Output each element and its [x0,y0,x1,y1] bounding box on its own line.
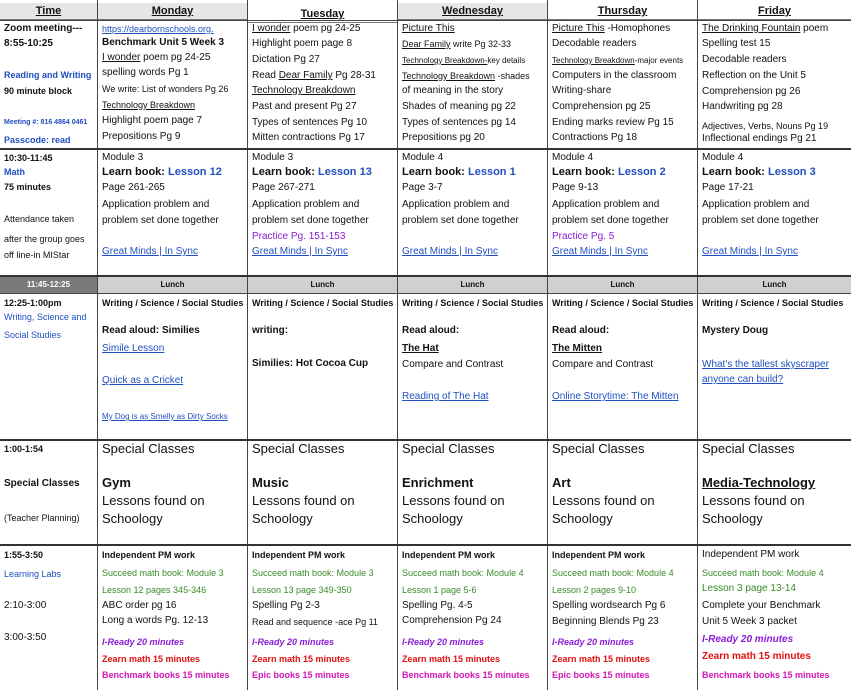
time-writing: 12:25-1:00pm [4,298,62,308]
time-cell-math [0,149,97,275]
thursday-lunch: Lunch [610,280,635,289]
monday-lessons: Lessons found on [102,493,205,508]
tuesday-contractions: Mitten contractions Pg 17 [252,132,365,143]
thursday-books: Epic books 15 minutes [552,670,650,680]
wednesday-compare: Compare and Contrast [402,359,504,370]
zoom-label: Zoom meeting--- [4,23,83,34]
thursday-app-1: Application problem and [552,199,660,210]
thursday-pm-head: Independent PM work [552,550,646,560]
thursday-schoology: Schoology [552,511,613,526]
thursday-reading [548,20,697,148]
tuesday-page: Page 267-271 [252,182,315,193]
monday-pm-head: Independent PM work [102,550,196,560]
monday-module: Module 3 [102,152,144,163]
tuesday-app-2: problem set done together [252,215,369,226]
wednesday-column [398,0,547,690]
header-friday: Friday [698,3,851,20]
wednesday-module: Module 4 [402,152,444,163]
planning-label: (Teacher Planning) [4,513,80,523]
tuesday-iready: I-Ready 20 minutes [252,637,335,647]
tuesday-pm [248,546,397,690]
block-label: 90 minute block [4,86,73,96]
header-time: Time [0,3,97,20]
monday-zearn: Zearn math 15 minutes [102,654,201,664]
monday-read-aloud: Read aloud: Similies [102,325,200,336]
special-label: Special Classes [4,478,80,489]
wednesday-shades: Shades of meaning pg 22 [402,101,516,112]
thursday-wordsearch: Spelling wordsearch Pg 6 [552,600,666,611]
monday-we-write: We write: List of wonders Pg 26 [102,84,229,94]
friday-skyscraper-link-2[interactable]: anyone can build? [702,374,784,385]
wednesday-app-1: Application problem and [402,199,510,210]
thursday-pm [548,546,697,690]
friday-inflectional: Inflectional endings Pg 21 [702,133,817,144]
thursday-great-minds-link[interactable]: Great Minds | In Sync [552,246,648,257]
thursday-wss-head: Writing / Science / Social Studies [552,298,694,308]
wednesday-prepositions: Prepositions pg 20 [402,132,485,143]
monday-highlight: Highlight poem page 7 [102,115,203,126]
math-minutes: 75 minutes [4,182,52,192]
monday-reading [98,20,247,148]
wednesday-sentences: Types of sentences pg 14 [402,117,516,128]
tuesday-dictation: Dictation Pg 27 [252,54,320,65]
friday-module: Module 4 [702,152,744,163]
friday-books: Benchmark books 15 minutes [702,670,830,680]
tuesday-special-name: Music [252,475,289,490]
tuesday-highlight: Highlight poem page 8 [252,38,353,49]
thursday-lesson-pages: Lesson 2 pages 9-10 [552,585,637,595]
monday-lunch: Lunch [160,280,185,289]
monday-tech-breakdown: Technology Breakdown [102,100,196,110]
monday-spelling: spelling words Pg 1 [102,67,189,78]
tuesday-module: Module 3 [252,152,294,163]
monday-school-link[interactable]: https://dearbornschools.org. [102,24,214,34]
wednesday-pm-head: Independent PM work [402,550,496,560]
tuesday-past-present: Past and present Pg 27 [252,101,357,112]
grid-line [0,148,851,150]
monday-abc: ABC order pg 16 [102,600,177,611]
tuesday-lesson-pages: Lesson 13 page 349-350 [252,585,352,595]
time-pm: 1:55-3:50 [4,550,44,560]
friday-lesson-pages: Lesson 3 page 13-14 [702,583,796,594]
learning-labs: Learning Labs [4,569,62,579]
tuesday-tech-breakdown: Technology Breakdown [252,85,356,96]
thursday-the-mitten: The Mitten [552,343,602,354]
wednesday-pm [398,546,547,690]
tuesday-pm-head: Independent PM work [252,550,346,560]
monday-pm [98,546,247,690]
header-wednesday: Wednesday [398,3,547,20]
friday-iready: I-Ready 20 minutes [702,634,794,645]
attendance-3: off line-in MIStar [4,250,70,260]
header-thursday: Thursday [548,3,697,20]
tuesday-reading [248,20,397,148]
tuesday-lunch-band [248,276,397,293]
wednesday-page: Page 3-7 [402,182,443,193]
thursday-practice: Practice Pg. 5 [552,231,615,242]
wednesday-lunch: Lunch [460,280,485,289]
friday-great-minds-link[interactable]: Great Minds | In Sync [702,246,798,257]
wednesday-iready: I-Ready 20 minutes [402,637,485,647]
grid-line [697,0,698,690]
thursday-zearn: Zearn math 15 minutes [552,654,651,664]
thursday-column [548,0,697,690]
grid-line [397,0,398,690]
wednesday-wss-head: Writing / Science / Social Studies [402,298,544,308]
monday-schoology: Schoology [102,511,163,526]
tuesday-lessons: Lessons found on [252,493,355,508]
time-pm-2: 2:10-3:00 [4,600,47,611]
friday-page: Page 17-21 [702,182,754,193]
tuesday-sentences: Types of sentences Pg 10 [252,117,368,128]
thursday-blends: Beginning Blends Pg 23 [552,616,659,627]
tuesday-schoology: Schoology [252,511,313,526]
tuesday-sequence: Read and sequence -ace Pg 11 [252,617,378,627]
thursday-learn: Learn book: Lesson 2 [552,166,666,178]
monday-math [98,149,247,275]
thursday-computers: Computers in the classroom [552,70,677,81]
grid-line [0,439,851,441]
monday-special [98,440,247,544]
friday-reading [698,20,851,148]
tuesday-practice: Practice Pg. 151-153 [252,231,346,242]
monday-great-minds-link[interactable]: Great Minds | In Sync [102,246,198,257]
wednesday-dear-family: Dear Family write Pg 32-33 [402,39,512,49]
wednesday-lesson-pages: Lesson 1 page 5-6 [402,585,477,595]
thursday-tech-events: Technology Breakdown-major events [552,56,684,65]
friday-lessons: Lessons found on [702,493,805,508]
wednesday-spelling: Spelling Pg. 4-5 [402,600,473,611]
tuesday-math [248,149,397,275]
friday-lunch: Lunch [762,280,787,289]
wednesday-picture-this: Picture This [402,23,455,34]
wednesday-the-hat: The Hat [402,343,439,354]
thursday-succeed: Succeed math book: Module 4 [552,568,674,578]
wednesday-zearn: Zearn math 15 minutes [402,654,501,664]
thursday-special-label: Special Classes [552,441,645,456]
monday-cricket-link[interactable]: Quick as a Cricket [102,375,184,386]
tuesday-app-1: Application problem and [252,199,360,210]
thursday-lessons: Lessons found on [552,493,655,508]
monday-learn: Learn book: Lesson 12 [102,166,222,178]
friday-zearn: Zearn math 15 minutes [702,651,811,662]
monday-column [98,0,247,690]
thursday-special-name: Art [552,475,571,490]
thursday-ending-marks: Ending marks review Pg 15 [552,117,674,128]
attendance-2: after the group goes [4,234,85,244]
tuesday-similies: Similies: Hot Cocoa Cup [252,358,369,369]
grid-line [0,275,851,277]
time-special: 1:00-1:54 [4,444,44,454]
friday-unit-packet: Unit 5 Week 3 packet [702,616,797,627]
wednesday-reading [398,20,547,148]
wednesday-special-name: Enrichment [402,475,474,490]
friday-handwriting: Handwriting pg 28 [702,101,783,112]
tuesday-books: Epic books 15 minutes [252,670,350,680]
header-tuesday: Tuesday [248,6,397,23]
friday-pm-head: Independent PM work [702,549,800,560]
friday-learn: Learn book: Lesson 3 [702,166,816,178]
passcode: Passcode: read [4,135,71,145]
friday-wss-head: Writing / Science / Social Studies [702,298,844,308]
friday-app-1: Application problem and [702,199,810,210]
wednesday-tech-shades: Technology Breakdown -shades [402,71,530,81]
monday-wss-head: Writing / Science / Social Studies [102,298,244,308]
monday-lunch-band [98,276,247,293]
friday-lunch-band [698,276,851,293]
monday-simile-link[interactable]: Simile Lesson [102,343,165,354]
wednesday-math [398,149,547,275]
grid-line [0,544,851,546]
wednesday-app-2: problem set done together [402,215,519,226]
time-cell-writing [0,294,97,439]
header-monday: Monday [98,3,247,20]
tuesday-poem: I wonder poem pg 24-25 [252,23,361,34]
wednesday-lessons: Lessons found on [402,493,505,508]
tuesday-zearn: Zearn math 15 minutes [252,654,351,664]
grid-line [247,0,248,690]
tuesday-read: Read Dear Family Pg 28-31 [252,70,376,81]
math-label: Math [4,167,25,177]
writing-label-2: Social Studies [4,330,62,340]
thursday-comprehension: Comprehension pg 25 [552,101,651,112]
friday-drinking-fountain: The Drinking Fountain poem [702,23,829,34]
time-math: 10:30-11:45 [4,153,53,163]
thursday-math [548,149,697,275]
thursday-picture-this: Picture This -Homophones [552,23,671,34]
attendance-1: Attendance taken [4,214,75,224]
monday-app-1: Application problem and [102,199,210,210]
wednesday-special [398,440,547,544]
time-reading: 8:55-10:25 [4,38,53,49]
friday-reflection: Reflection on the Unit 5 [702,70,806,81]
thursday-page: Page 9-13 [552,182,599,193]
thursday-iready: I-Ready 20 minutes [552,637,635,647]
tuesday-wss-head: Writing / Science / Social Studies [252,298,394,308]
thursday-contractions: Contractions Pg 18 [552,132,638,143]
wednesday-learn: Learn book: Lesson 1 [402,166,516,178]
thursday-compare: Compare and Contrast [552,359,654,370]
friday-special-name: Media-Technology [702,475,816,490]
time-cell-reading [0,20,97,148]
monday-special-name: Gym [102,475,131,490]
friday-decodable: Decodable readers [702,54,787,65]
tuesday-great-minds-link[interactable]: Great Minds | In Sync [252,246,348,257]
friday-succeed: Succeed math book: Module 4 [702,568,824,578]
monday-books: Benchmark books 15 minutes [102,670,230,680]
monday-poem: I wonder poem pg 24-25 [102,52,211,63]
time-column [0,0,97,690]
thursday-mitten-link[interactable]: Online Storytime: The Mitten [552,391,679,402]
wednesday-tech-key: Technology Breakdown-key details [402,56,526,65]
tuesday-special [248,440,397,544]
monday-special-label: Special Classes [102,441,195,456]
friday-mystery-doug: Mystery Doug [702,325,769,336]
monday-prepositions: Prepositions Pg 9 [102,131,181,142]
wednesday-meaning-story: of meaning in the story [402,85,504,96]
wednesday-schoology: Schoology [402,511,463,526]
grid-line [0,20,851,21]
grid-line [97,0,98,690]
tuesday-writing [248,294,397,439]
tuesday-writing-label: writing: [252,325,289,336]
friday-writing [698,294,851,439]
friday-skyscraper-link-1[interactable]: What's the tallest skyscraper [702,359,829,370]
wednesday-lunch-band [398,276,547,293]
monday-app-2: problem set done together [102,215,219,226]
thursday-module: Module 4 [552,152,594,163]
wednesday-books: Benchmark books 15 minutes [402,670,530,680]
tuesday-column [248,0,397,690]
thursday-writing [548,294,697,439]
monday-writing [98,294,247,439]
tuesday-special-label: Special Classes [252,441,345,456]
wednesday-comprehension: Comprehension Pg 24 [402,615,502,626]
thursday-read-aloud: Read aloud: [552,325,610,336]
time-cell-special [0,440,97,544]
monday-iready: I-Ready 20 minutes [102,637,185,647]
time-cell-pm [0,546,97,690]
friday-column [698,0,851,690]
lunch-time: 11:45-12:25 [26,280,71,289]
monday-long-a: Long a words Pg. 12-13 [102,615,209,626]
grid-line [547,0,548,690]
grid-line [0,293,851,294]
thursday-decodable: Decodable readers [552,38,637,49]
thursday-writing-share: Writing-share [552,85,612,96]
thursday-special [548,440,697,544]
friday-adjectives: Adjectives, Verbs, Nouns Pg 19 [702,121,829,131]
wednesday-writing [398,294,547,439]
friday-complete: Complete your Benchmark [702,600,821,611]
friday-comprehension: Comprehension pg 26 [702,86,801,97]
wednesday-special-label: Special Classes [402,441,495,456]
wednesday-hat-link[interactable]: Reading of The Hat [402,391,489,402]
monday-succeed: Succeed math book: Module 3 [102,568,224,578]
wednesday-read-aloud: Read aloud: [402,325,460,336]
friday-special-label: Special Classes [702,441,795,456]
time-pm-3: 3:00-3:50 [4,632,47,643]
friday-spelling-test: Spelling test 15 [702,38,771,49]
monday-benchmark: Benchmark Unit 5 Week 3 [102,37,225,48]
friday-app-2: problem set done together [702,215,819,226]
tuesday-learn: Learn book: Lesson 13 [252,166,372,178]
meeting-id: Meeting #: 816 4864 0461 [4,119,88,126]
writing-label-1: Writing, Science and [4,312,87,322]
wednesday-great-minds-link[interactable]: Great Minds | In Sync [402,246,498,257]
lunch-time-band [0,276,97,293]
friday-schoology: Schoology [702,511,763,526]
tuesday-spelling: Spelling Pg 2-3 [252,600,320,611]
friday-special [698,440,851,544]
tuesday-succeed: Succeed math book: Module 3 [252,568,374,578]
monday-page: Page 261-265 [102,182,165,193]
friday-math [698,149,851,275]
wednesday-succeed: Succeed math book: Module 4 [402,568,524,578]
monday-socks-link[interactable]: My Dog is as Smelly as Dirty Socks [102,412,228,421]
thursday-lunch-band [548,276,697,293]
thursday-app-2: problem set done together [552,215,669,226]
friday-pm [698,546,851,690]
monday-lesson-pages: Lesson 12 pages 345-346 [102,585,207,595]
reading-writing-label: Reading and Writing [4,70,92,80]
tuesday-lunch: Lunch [310,280,335,289]
